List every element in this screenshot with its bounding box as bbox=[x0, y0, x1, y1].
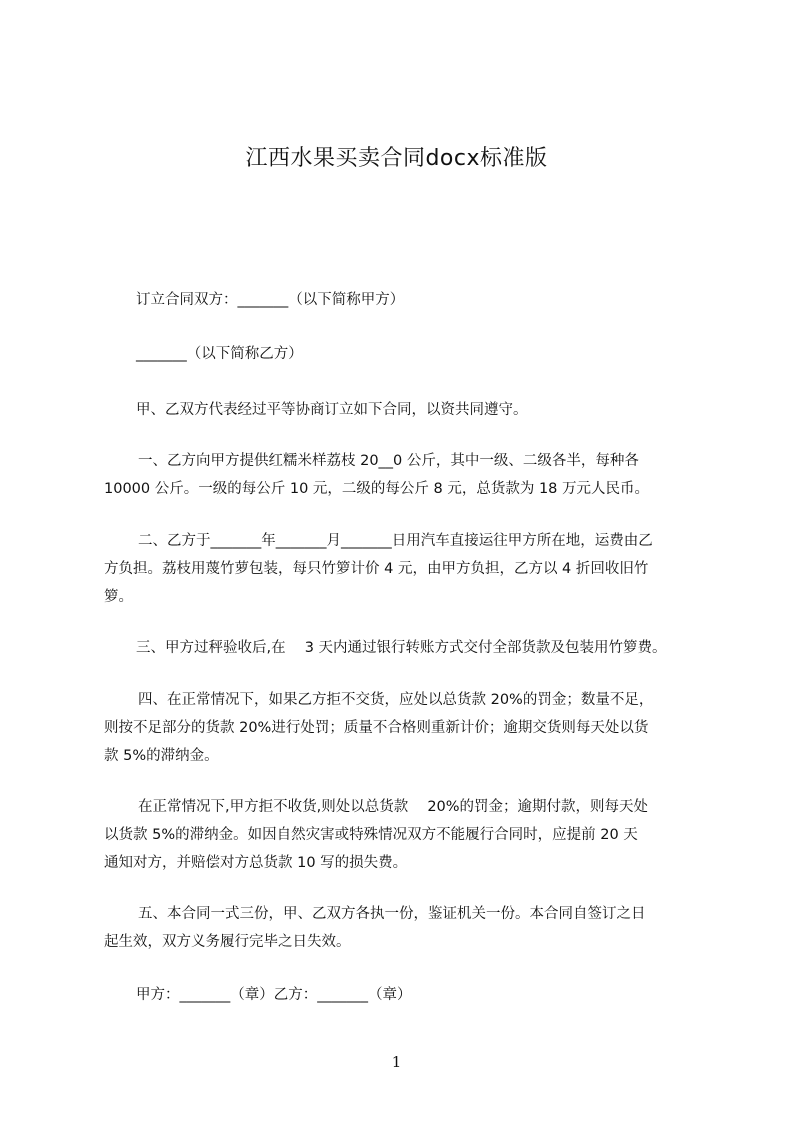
party-a-paragraph bbox=[104, 286, 702, 314]
clause-4-continued-paragraph bbox=[104, 793, 702, 877]
page-number: 1 bbox=[391, 1053, 402, 1071]
paragraph-line: 四、在正常情况下，如果乙方拒不交货，应处以总货款 20%的罚金；数量不足， bbox=[138, 692, 654, 708]
paragraph-line: 甲、乙双方代表经过平等协商订立如下合同，以资共同遵守。 bbox=[136, 402, 528, 418]
party-b-paragraph bbox=[104, 340, 702, 368]
clause-3-paragraph bbox=[104, 634, 702, 662]
clause-1-paragraph bbox=[104, 447, 702, 503]
paragraph-line: 甲方：_______（章）乙方：_______（章） bbox=[136, 987, 412, 1003]
clause-2-paragraph bbox=[104, 527, 702, 611]
signature-paragraph bbox=[104, 981, 702, 1009]
paragraph-line: 三、甲方过秤验收后,在 3 天内通过银行转账方式交付全部货款及包装用竹箩费。 bbox=[136, 640, 667, 656]
clause-5-paragraph bbox=[104, 900, 702, 956]
paragraph-line: _______（以下简称乙方） bbox=[136, 346, 303, 362]
paragraph-line: 款 5%的滞纳金。 bbox=[104, 748, 219, 764]
paragraph-line: 通知对方，并赔偿对方总货款 10 写的损失费。 bbox=[104, 855, 408, 871]
preamble-paragraph bbox=[104, 396, 702, 424]
paragraph-line: 10000 公斤。一级的每公斤 10 元，二级的每公斤 8 元，总货款为 18 万元人民币。 bbox=[104, 481, 650, 497]
paragraph-line: 在正常情况下,甲方拒不收货,则处以总货款 20%的罚金；逾期付款，则每天处 bbox=[138, 799, 649, 815]
paragraph-line: 方负担。荔枝用蔑竹萝包装，每只竹箩计价 4 元，由甲方负担，乙方以 4 折回收旧竹 bbox=[104, 561, 649, 577]
paragraph-line: 起生效，双方义务履行完毕之日失效。 bbox=[104, 934, 351, 950]
clause-4-paragraph bbox=[104, 686, 702, 770]
paragraph-line: 箩。 bbox=[104, 589, 133, 605]
document-title: 江西水果买卖合同docx标准版 bbox=[245, 146, 548, 171]
paragraph-line: 一、乙方向甲方提供红糯米样荔枝 20__0 公斤，其中一级、二级各半，每种各 bbox=[138, 453, 639, 469]
paragraph-line: 五、本合同一式三份，甲、乙双方各执一份，鉴证机关一份。本合同自签订之日 bbox=[138, 906, 646, 922]
paragraph-line: 订立合同双方：_______（以下简称甲方） bbox=[136, 292, 405, 308]
paragraph-line: 二、乙方于_______年_______月_______日用汽车直接运往甲方所在地，运费由乙 bbox=[138, 533, 653, 549]
paragraph-line: 以货款 5%的滞纳金。如因自然灾害或特殊情况双方不能履行合同时，应提前 20 天 bbox=[104, 827, 638, 843]
paragraph-line: 则按不足部分的货款 20%进行处罚；质量不合格则重新计价；逾期交货则每天处以货 bbox=[104, 720, 649, 736]
